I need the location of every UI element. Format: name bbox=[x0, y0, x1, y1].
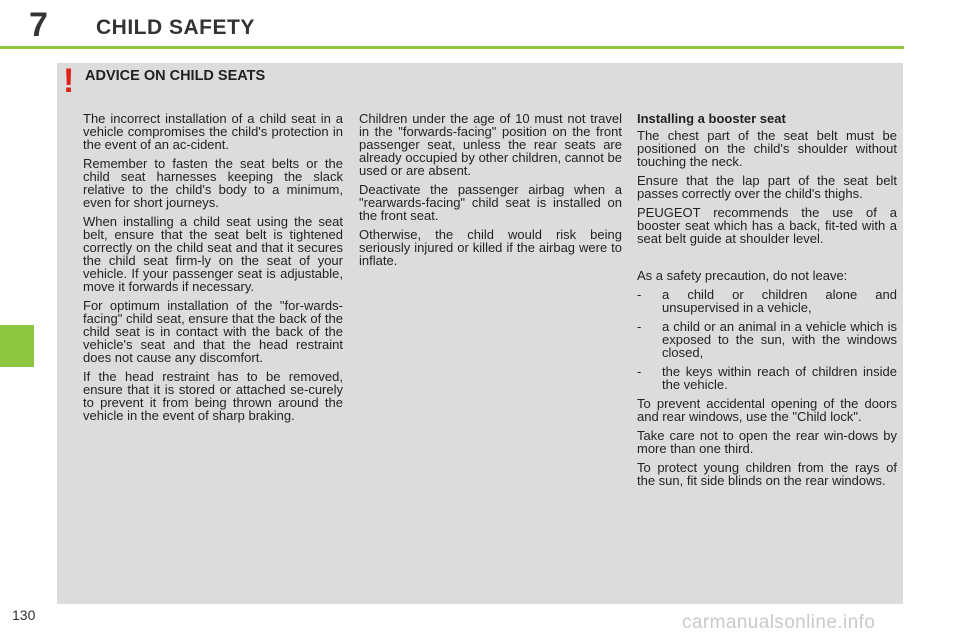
list-dash: - bbox=[637, 364, 642, 379]
header-rule bbox=[0, 46, 904, 49]
list-item bbox=[637, 365, 897, 391]
page-number: 130 bbox=[12, 607, 36, 623]
paragraph: Remember to fasten the seat belts or the child seat harnesses keeping the slack relative to the child's body to a minimum, even for short journeys. bbox=[83, 156, 343, 210]
paragraph: Take care not to open the rear win-dows by more than one third. bbox=[637, 428, 897, 456]
warning-exclamation-icon: ! bbox=[63, 62, 75, 100]
paragraph: To protect young children from the rays of the sun, fit side blinds on the rear windows. bbox=[637, 460, 897, 488]
paragraph: The chest part of the seat belt must be positioned on the child's shoulder without touching the neck. bbox=[637, 128, 897, 169]
paragraph: The incorrect installation of a child seat in a vehicle compromises the child's protection in the event of an ac-cident. bbox=[83, 111, 343, 152]
list-item bbox=[637, 288, 897, 314]
precaution-list bbox=[637, 288, 897, 391]
paragraph: If the head restraint has to be removed, ensure that it is stored or attached se-curely to prevent it from being thrown around the vehicle in the event of sharp braking. bbox=[83, 369, 343, 423]
paragraph: Deactivate the passenger airbag when a "rearwards-facing" child seat is installed on the front seat. bbox=[359, 182, 622, 223]
paragraph: To prevent accidental opening of the doors and rear windows, use the "Child lock". bbox=[637, 396, 897, 424]
paragraph: Ensure that the lap part of the seat belt passes correctly over the child's thighs. bbox=[637, 173, 897, 201]
list-dash: - bbox=[637, 319, 642, 334]
section-title: ADVICE ON CHILD SEATS bbox=[85, 68, 266, 84]
list-item-text: the keys within reach of children inside the vehicle. bbox=[662, 364, 897, 392]
paragraph: When installing a child seat using the seat belt, ensure that the seat belt is tightened correctly on the child seat and that it secures the child seat firm-ly on the seat of your vehicle. If your passenger seat is adjustable, move it forwards if necessary. bbox=[83, 214, 343, 294]
watermark: carmanualsonline.info bbox=[682, 612, 876, 633]
list-item-text: a child or an animal in a vehicle which is exposed to the sun, with the windows closed, bbox=[662, 319, 897, 360]
chapter-side-tab bbox=[0, 325, 34, 367]
list-item-text: a child or children alone and unsupervised in a vehicle, bbox=[662, 287, 897, 315]
booster-seat-heading: Installing a booster seat bbox=[637, 111, 786, 126]
chapter-title: CHILD SAFETY bbox=[96, 16, 255, 39]
column-3 bbox=[637, 112, 897, 493]
precaution-intro: As a safety precaution, do not leave: bbox=[637, 268, 848, 283]
paragraph: Children under the age of 10 must not travel in the "forwards-facing" position on the front passenger seat, unless the rear seats are already occupied by other children, cannot be used or are absent. bbox=[359, 111, 622, 178]
paragraph: PEUGEOT recommends the use of a booster seat which has a back, fit-ted with a seat belt guide at shoulder level. bbox=[637, 205, 897, 246]
chapter-number: 7 bbox=[29, 6, 48, 44]
paragraph: Otherwise, the child would risk being seriously injured or killed if the airbag were to inflate. bbox=[359, 227, 622, 268]
spacer bbox=[637, 251, 897, 269]
column-1 bbox=[83, 112, 343, 428]
list-dash: - bbox=[637, 287, 642, 302]
list-item bbox=[637, 320, 897, 359]
paragraph: For optimum installation of the "for-wards-facing" child seat, ensure that the back of the child seat is in contact with the back of the vehicle's seat and that the head restraint does not cause any discomfort. bbox=[83, 298, 343, 365]
column-2 bbox=[359, 112, 622, 273]
